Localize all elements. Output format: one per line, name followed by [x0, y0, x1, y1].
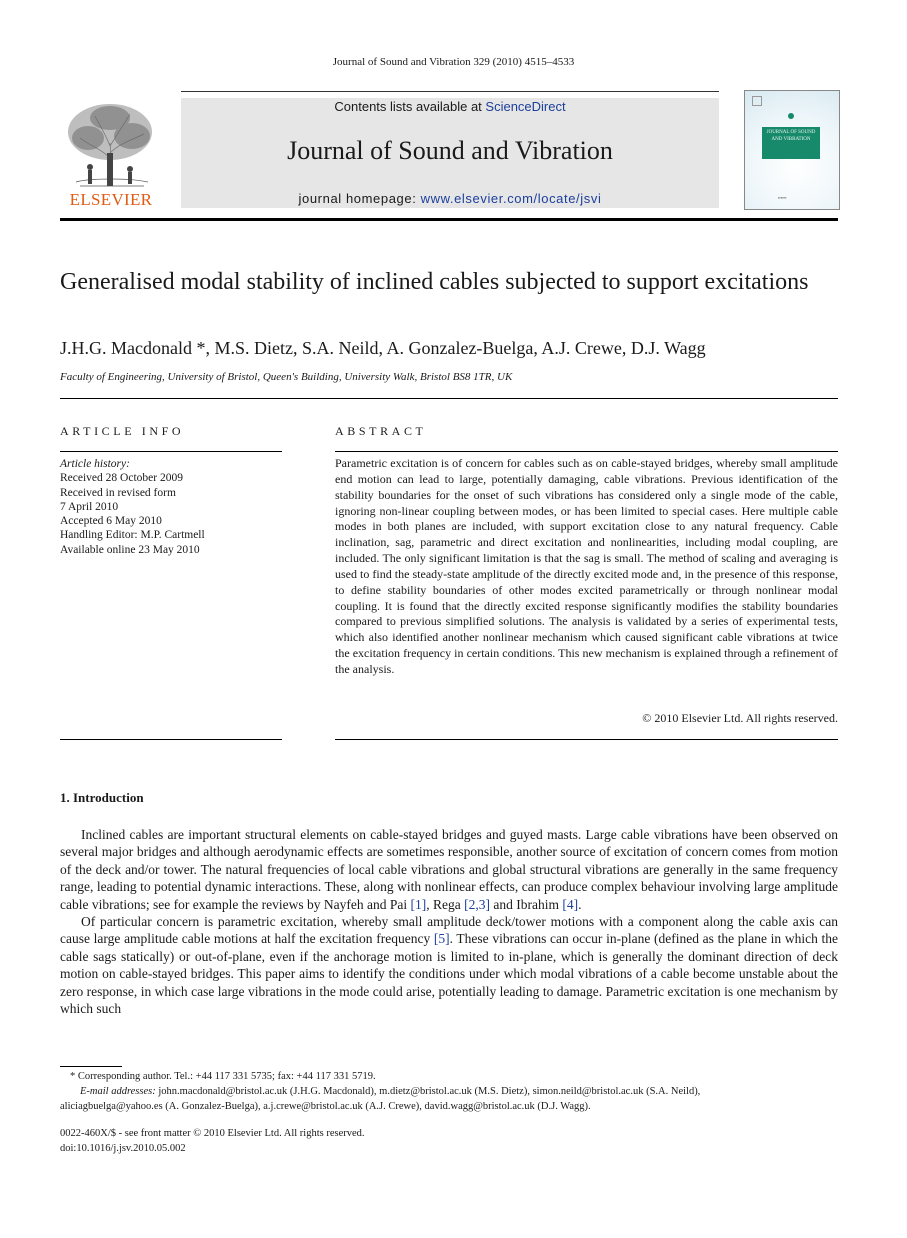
paragraph-text: .: [578, 896, 582, 912]
citation-link[interactable]: [1]: [410, 896, 427, 912]
paragraph-text: , Rega: [426, 896, 465, 912]
introduction-body: [60, 826, 838, 1017]
issn-line: 0022-460X/$ - see front matter © 2010 Elsevier Ltd. All rights reserved.: [60, 1128, 365, 1139]
affiliation: Faculty of Engineering, University of Bristol, Queen's Building, University Walk, Bristol BS8 1TR, UK: [60, 371, 513, 383]
citation-link[interactable]: [2,3]: [464, 896, 490, 912]
cover-title-band: JOURNAL OF SOUND AND VIBRATION: [762, 127, 820, 159]
doi-line: doi:10.1016/j.jsv.2010.05.002: [60, 1143, 186, 1154]
footnote-rule: [60, 1066, 122, 1067]
history-item: Received 28 October 2009: [60, 472, 183, 485]
cover-publisher-mark: ▪▪▪▪▪▪: [778, 195, 787, 200]
corresponding-author-note: * Corresponding author. Tel.: +44 117 331 5735; fax: +44 117 331 5719.: [70, 1071, 376, 1082]
email-label: E-mail addresses:: [80, 1086, 156, 1097]
footnote: [60, 1069, 838, 1114]
cover-corner-mark: [752, 96, 762, 106]
abstract-copyright: © 2010 Elsevier Ltd. All rights reserved.: [642, 711, 838, 725]
history-label: Article history:: [60, 458, 130, 470]
history-item: Handling Editor: M.P. Cartmell: [60, 529, 205, 542]
article-info-bottom-rule: [60, 739, 282, 740]
paragraph-text: Of particular concern is parametric excitation, whereby small amplitude deck/tower motions with a component along the cable axis can cause large amplitude cable motions at half the excitation frequency: [60, 914, 838, 947]
citation-link[interactable]: [5]: [433, 931, 450, 947]
running-head: Journal of Sound and Vibration 329 (2010) 4515–4533: [332, 56, 575, 68]
history-item: Available online 23 May 2010: [60, 543, 200, 556]
citation-link[interactable]: [4]: [562, 896, 579, 912]
article-info-rule: [60, 451, 282, 452]
homepage-prefix: journal homepage:: [298, 191, 421, 206]
divider-rule: [60, 398, 838, 399]
history-item: 7 April 2010: [60, 500, 119, 513]
paragraph-text: Inclined cables are important structural elements on cable-stayed bridges and guyed masts. Large cable vibrations have been observed on several major bridges and although aerodynamic effects are sometimes responsible, another source of excitation of concern comes from motion of the deck and/or tower. The natural frequencies of local cable vibrations and global structural vibrations are generally in the same frequency range, leading to potential dynamic interactions. These, along with nonlinear effects, can produce complex behaviour involving large amplitude cable vibrations; see for example the reviews by Nayfeh and Pai: [60, 827, 838, 912]
abstract-rule: [335, 451, 838, 452]
paragraph: [60, 913, 838, 1017]
banner-top-rule: [181, 91, 719, 92]
email-line-continued: aliciagbuelga@yahoo.es (A. Gonzalez-Buelga), a.j.crewe@bristol.ac.uk (A.J. Crewe), david.wagg@bristol.ac.uk (D.J. Wagg).: [60, 1101, 591, 1112]
sciencedirect-link[interactable]: ScienceDirect: [485, 99, 566, 114]
email-addresses: john.macdonald@bristol.ac.uk (J.H.G. Macdonald), m.dietz@bristol.ac.uk (M.S. Dietz), simon.neild@bristol.ac.uk (S.A. Neild),: [155, 1086, 701, 1097]
header-rule: [60, 218, 838, 221]
abstract-text: Parametric excitation is of concern for cables such as on cable-stayed bridges, whereby small amplitude end motion can lead to large, potentially damaging, cable vibrations. Previous identification of the stability boundaries for the onset of such vibrations has considered only a single mode of the cable, ignoring non-linear coupling between modes, or has been limited to special cases. Here multiple cable modes in both planes are included, with support excitation close to any natural frequency. Cable inclination, sag, parametric and direct excitation and nonlinearities, including modal coupling, are included. The only significant limitation is that the sag is small. The method of scaling and averaging is used to find the steady-state amplitude of the directly excited mode and, in the presence of this response, to define stability boundaries of other modes excited parametrically or through nonlinear modal coupling. It is found that the directly excited response significantly modifies the stability boundaries compared to previous simplified solutions. The analysis is validated by a series of experimental tests, which also identified another nonlinear mechanism which caused significant cable vibrations at twice the excitation frequency in certain conditions. This new mechanism is explained through a refinement of the analysis.: [335, 456, 838, 676]
journal-name: Journal of Sound and Vibration: [287, 136, 613, 165]
paragraph: [60, 826, 838, 913]
author-list: J.H.G. Macdonald *, M.S. Dietz, S.A. Neild, A. Gonzalez-Buelga, A.J. Crewe, D.J. Wagg: [60, 338, 706, 358]
front-matter: [60, 1126, 365, 1156]
journal-homepage: [181, 191, 719, 206]
paragraph-text: . These vibrations can occur in-plane (defined as the plane in which the cable sags statically) or out-of-plane, even if the anchorage motion is limited to in-plane, which is generally the dominant direction of deck motion on cable-stayed bridges. This paper aims to identify the conditions under which modal vibrations of a cable become unstable about the zero response, in which case large vibrations in the mode could arise, potentially leading to damage. Parametric excitation is one mechanism by which such: [60, 931, 838, 1017]
section-heading-introduction: 1. Introduction: [60, 790, 144, 805]
article-history: [60, 457, 282, 557]
homepage-link[interactable]: www.elsevier.com/locate/jsvi: [420, 191, 602, 206]
history-item: Received in revised form: [60, 486, 176, 499]
paragraph-text: and Ibrahim: [490, 896, 563, 912]
abstract-heading: ABSTRACT: [335, 424, 427, 438]
email-line: [60, 1084, 838, 1099]
elsevier-wordmark: ELSEVIER: [69, 190, 153, 209]
contents-prefix: Contents lists available at: [334, 99, 486, 114]
cover-emblem-icon: [788, 113, 794, 119]
article-title: Generalised modal stability of inclined cables subjected to support excitations: [60, 269, 809, 295]
article-info-heading: ARTICLE INFO: [60, 424, 185, 438]
contents-line: [181, 99, 719, 114]
history-item: Accepted 6 May 2010: [60, 515, 162, 528]
abstract-bottom-rule: [335, 739, 838, 740]
